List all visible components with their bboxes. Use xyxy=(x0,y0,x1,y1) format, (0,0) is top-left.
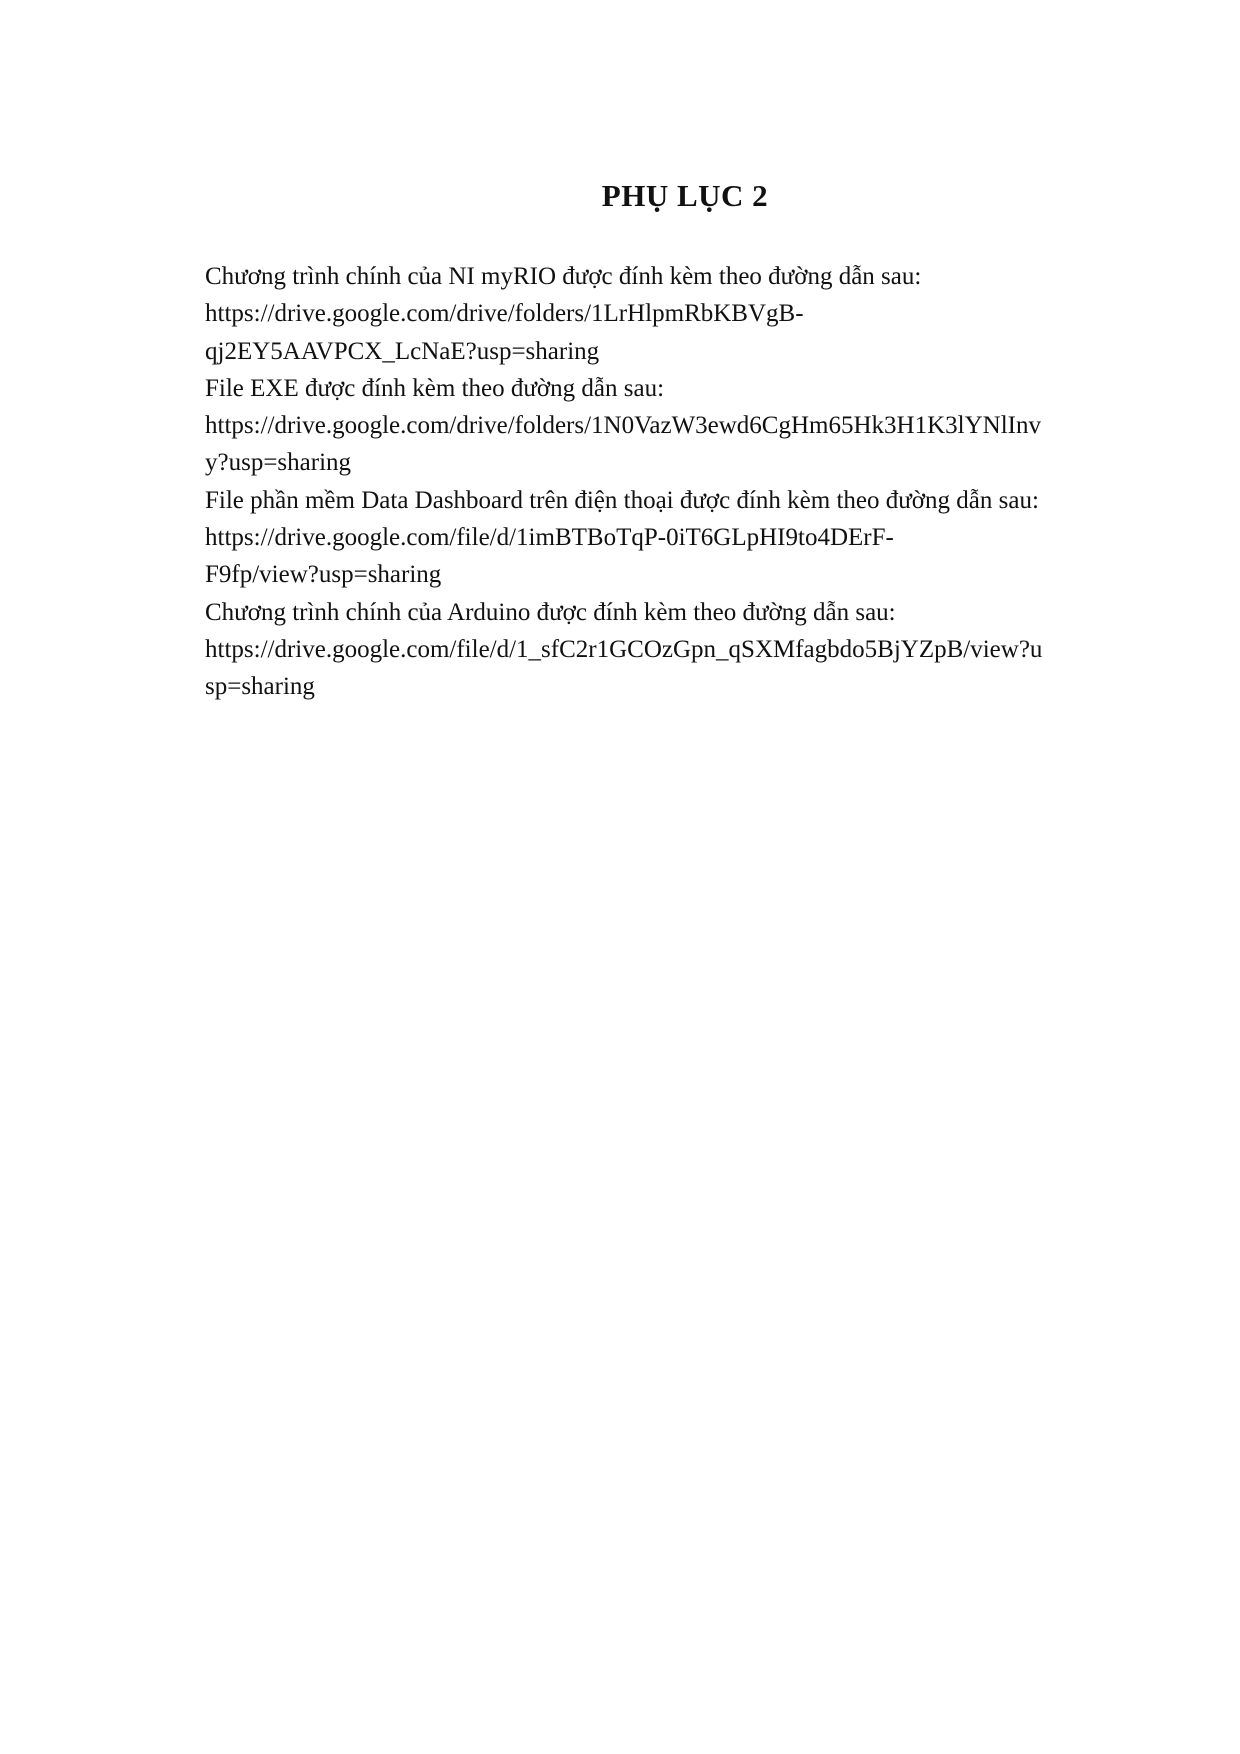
appendix-content xyxy=(205,258,1120,706)
arduino-link-part-2[interactable]: sp=sharing xyxy=(205,673,315,701)
appendix-heading: PHỤ LỤC 2 xyxy=(601,178,769,213)
dashboard-link-part-1[interactable]: https://drive.google.com/file/d/1imBTBoTqP-0iT6GLpHI9to4DErF- xyxy=(205,524,894,552)
dashboard-description: File phần mềm Data Dashboard trên điện thoại được đính kèm theo đường dẫn sau: xyxy=(205,486,1039,514)
exe-link-part-1[interactable]: https://drive.google.com/drive/folders/1N0VazW3ewd6CgHm65Hk3H1K3lYNlInv xyxy=(205,412,1041,440)
myrio-description: Chương trình chính của NI myRIO được đính kèm theo đường dẫn sau: xyxy=(205,263,922,290)
arduino-description: Chương trình chính của Arduino được đính kèm theo đường dẫn sau: xyxy=(205,598,896,626)
myrio-link-part-2[interactable]: qj2EY5AAVPCX_LcNaE?usp=sharing xyxy=(205,337,600,365)
arduino-link-part-1[interactable]: https://drive.google.com/file/d/1_sfC2r1GCOzGpn_qSXMfagbdo5BjYZpB/view?u xyxy=(205,635,1043,663)
exe-description: File EXE được đính kèm theo đường dẫn sau: xyxy=(205,374,665,402)
dashboard-link-part-2[interactable]: F9fp/view?usp=sharing xyxy=(205,561,442,589)
myrio-link-part-1[interactable]: https://drive.google.com/drive/folders/1LrHlpmRbKBVgB- xyxy=(205,300,804,328)
exe-link-part-2[interactable]: y?usp=sharing xyxy=(205,449,352,477)
